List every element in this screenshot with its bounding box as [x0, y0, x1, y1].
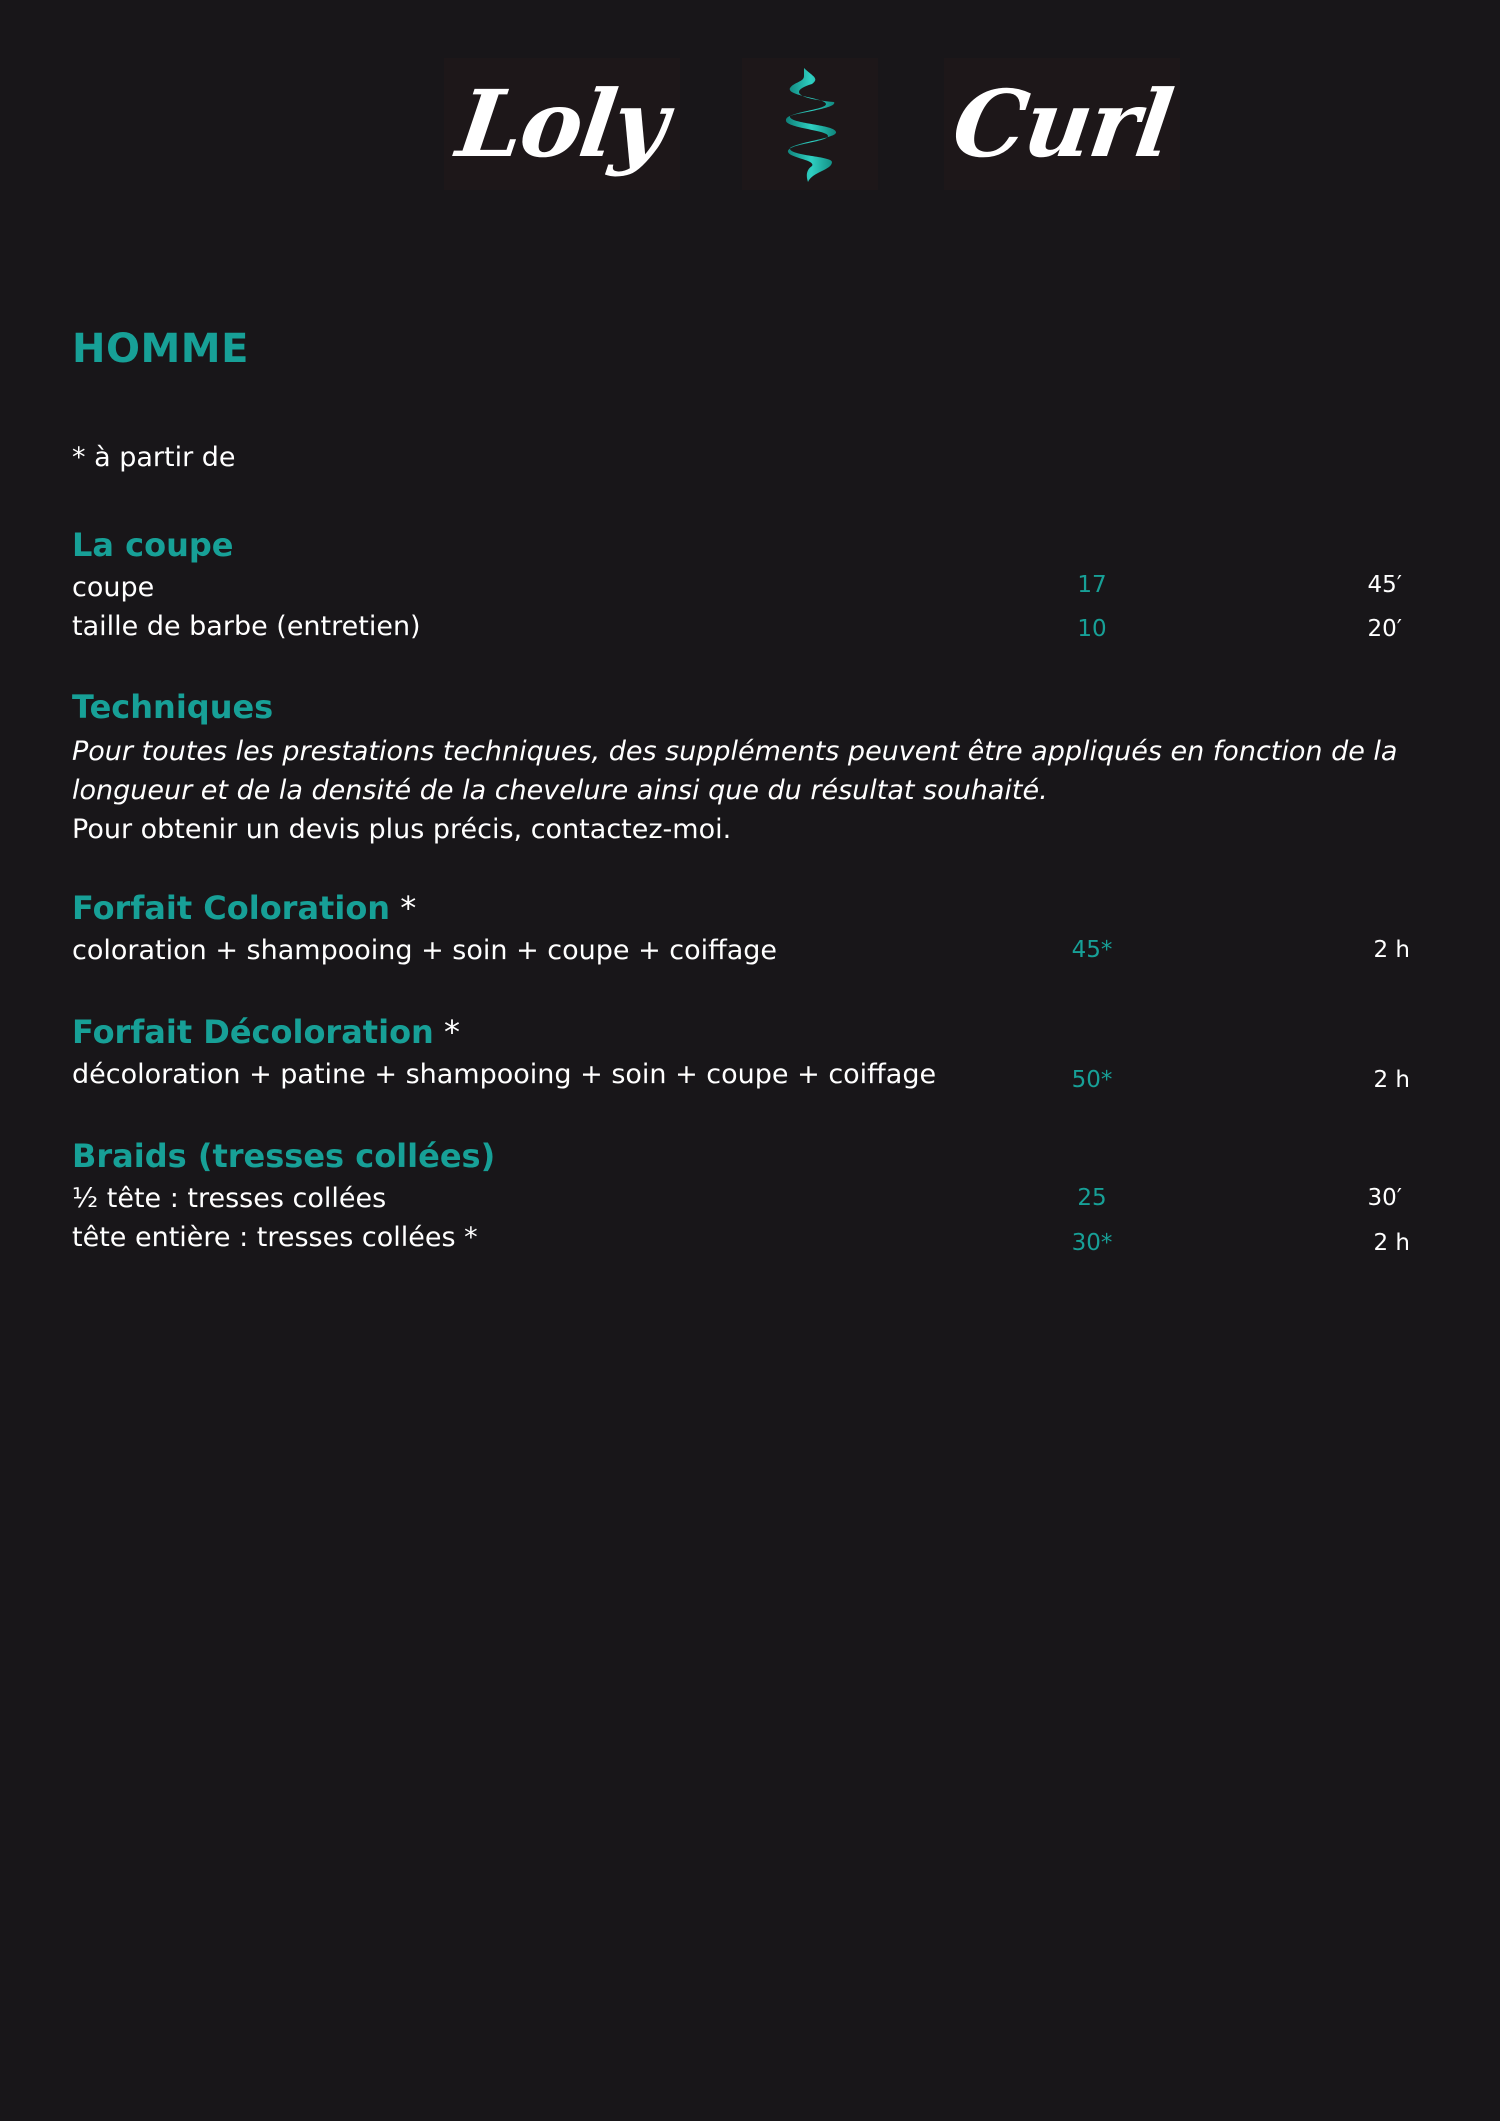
logo-loly-text: Loly: [451, 70, 673, 178]
item-label: tête entière : tresses collées *: [72, 1222, 478, 1253]
item-label: coupe: [72, 572, 155, 603]
item-price: 50*: [1071, 1067, 1113, 1093]
logo-curl-text: Curl: [946, 70, 1178, 178]
item-label: coloration + shampooing + soin + coupe + coiffage: [72, 935, 778, 966]
section-title-text: Braids (tresses collées): [72, 1137, 496, 1175]
item-duration: 45′: [1367, 572, 1402, 598]
note-a-partir-de: * à partir de: [72, 442, 236, 473]
section-title-asterisk: *: [390, 889, 417, 927]
item-duration: 2 h: [1373, 1067, 1410, 1093]
page-title: HOMME: [72, 326, 249, 372]
section-title-asterisk: *: [433, 1013, 460, 1051]
item-duration: 2 h: [1373, 937, 1410, 963]
section-title-text: Techniques: [72, 688, 274, 726]
item-price: 25: [1077, 1185, 1107, 1211]
item-price: 17: [1077, 572, 1107, 598]
techniques-paragraph: [72, 732, 1432, 849]
logo-loly: [444, 58, 680, 190]
techniques-note-contact: Pour obtenir un devis plus précis, contactez-moi.: [72, 814, 732, 845]
item-duration: 30′: [1367, 1185, 1402, 1211]
logo-curl: [944, 58, 1180, 190]
section-title-text: La coupe: [72, 526, 234, 564]
curl-ribbon-icon: [742, 58, 878, 190]
item-price: 10: [1077, 616, 1107, 642]
item-price: 30*: [1071, 1230, 1113, 1256]
item-duration: 2 h: [1373, 1230, 1410, 1256]
item-label: décoloration + patine + shampooing + soin + coupe + coiffage: [72, 1059, 937, 1090]
item-label: ½ tête : tresses collées: [72, 1183, 387, 1214]
section-title-la-coupe: [72, 526, 233, 564]
section-title-forfait-coloration: [72, 889, 416, 927]
section-title-text: Forfait Décoloration: [72, 1013, 434, 1051]
section-title-forfait-decoloration: [72, 1013, 460, 1051]
item-label: taille de barbe (entretien): [72, 611, 421, 642]
section-title-techniques: [72, 688, 273, 726]
techniques-note-italic: Pour toutes les prestations techniques, des suppléments peuvent être appliqués en fonction de la longueur et de la densité de la chevelure ainsi que du résultat souhaité.: [72, 736, 1398, 806]
item-price: 45*: [1071, 937, 1113, 963]
section-title-text: Forfait Coloration: [72, 889, 391, 927]
section-title-braids: [72, 1137, 495, 1175]
item-duration: 20′: [1367, 616, 1402, 642]
